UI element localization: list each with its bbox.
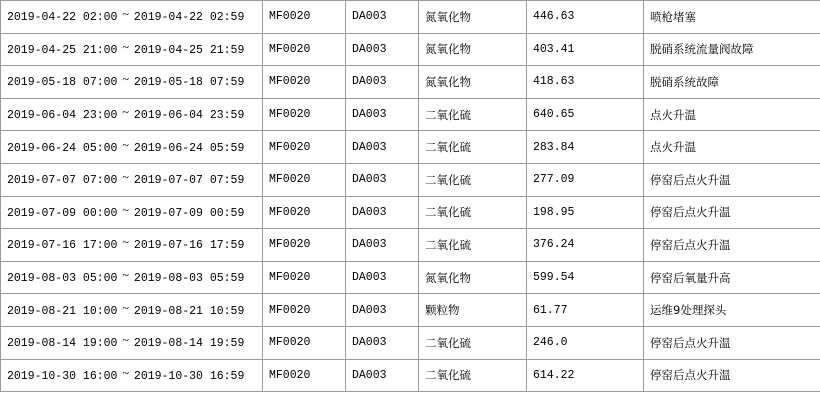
device-code-cell: DA003 — [346, 196, 419, 229]
device-code-cell: DA003 — [346, 1, 419, 34]
pollutant-cell: 氮氧化物 — [419, 66, 527, 99]
value-cell: 418.63 — [527, 66, 644, 99]
device-code-cell: DA003 — [346, 98, 419, 131]
range-end: 2019-07-07 07:59 — [133, 174, 245, 188]
time-range-cell — [1, 33, 263, 66]
station-code-cell: MF0020 — [263, 229, 346, 262]
reason-cell: 喷枪堵塞 — [644, 1, 820, 34]
time-range-cell — [1, 229, 263, 262]
device-code-cell: DA003 — [346, 163, 419, 196]
reason-cell: 停窑后氧量升高 — [644, 261, 820, 294]
device-code-cell: DA003 — [346, 229, 419, 262]
table-row — [1, 98, 820, 131]
station-code-cell: MF0020 — [263, 326, 346, 359]
pollutant-cell: 二氧化硫 — [419, 229, 527, 262]
value-cell: 640.65 — [527, 98, 644, 131]
pollutant-cell: 氮氧化物 — [419, 1, 527, 34]
table-row — [1, 294, 820, 327]
device-code-cell: DA003 — [346, 33, 419, 66]
range-start: 2019-04-25 21:00 — [7, 43, 118, 57]
pollutant-cell: 二氧化硫 — [419, 98, 527, 131]
range-separator: ~ — [122, 202, 129, 217]
device-code-cell: DA003 — [346, 131, 419, 164]
range-separator: ~ — [122, 7, 129, 22]
range-start: 2019-07-07 07:00 — [7, 174, 118, 188]
range-start: 2019-04-22 02:00 — [7, 11, 118, 25]
pollutant-cell: 二氧化硫 — [419, 326, 527, 359]
range-end: 2019-10-30 16:59 — [133, 369, 245, 383]
range-end: 2019-08-21 10:59 — [133, 304, 245, 318]
range-separator: ~ — [122, 137, 129, 152]
range-separator: ~ — [122, 235, 129, 250]
range-end: 2019-06-24 05:59 — [133, 141, 245, 155]
range-start: 2019-07-16 17:00 — [7, 239, 118, 253]
table-row — [1, 66, 820, 99]
range-start: 2019-10-30 16:00 — [7, 369, 118, 383]
value-cell: 61.77 — [527, 294, 644, 327]
table-row — [1, 196, 820, 229]
reason-cell: 停窑后点火升温 — [644, 359, 820, 392]
station-code-cell: MF0020 — [263, 196, 346, 229]
time-range-cell — [1, 131, 263, 164]
value-cell: 246.0 — [527, 326, 644, 359]
time-range-cell — [1, 66, 263, 99]
device-code-cell: DA003 — [346, 326, 419, 359]
station-code-cell: MF0020 — [263, 33, 346, 66]
range-start: 2019-08-14 19:00 — [7, 337, 118, 351]
reason-cell: 停窑后点火升温 — [644, 196, 820, 229]
range-end: 2019-08-14 19:59 — [133, 337, 245, 351]
range-start: 2019-06-04 23:00 — [7, 109, 118, 123]
time-range-cell — [1, 98, 263, 131]
range-end: 2019-08-03 05:59 — [133, 272, 245, 286]
time-range-cell — [1, 196, 263, 229]
table-row — [1, 1, 820, 34]
reason-cell: 点火升温 — [644, 131, 820, 164]
pollutant-cell: 氮氧化物 — [419, 261, 527, 294]
station-code-cell: MF0020 — [263, 163, 346, 196]
station-code-cell: MF0020 — [263, 131, 346, 164]
time-range-cell — [1, 359, 263, 392]
time-range-cell — [1, 261, 263, 294]
range-start: 2019-05-18 07:00 — [7, 76, 118, 90]
table-body — [1, 1, 820, 392]
reason-cell: 停窑后点火升温 — [644, 229, 820, 262]
value-cell: 599.54 — [527, 261, 644, 294]
pollutant-cell: 颗粒物 — [419, 294, 527, 327]
table-row — [1, 326, 820, 359]
range-start: 2019-08-03 05:00 — [7, 272, 118, 286]
table-row — [1, 131, 820, 164]
time-range-cell — [1, 294, 263, 327]
station-code-cell: MF0020 — [263, 359, 346, 392]
station-code-cell: MF0020 — [263, 98, 346, 131]
reason-cell: 运维9处理探头 — [644, 294, 820, 327]
value-cell: 446.63 — [527, 1, 644, 34]
range-separator: ~ — [122, 333, 129, 348]
range-start: 2019-07-09 00:00 — [7, 206, 118, 220]
range-separator: ~ — [122, 300, 129, 315]
reason-cell: 点火升温 — [644, 98, 820, 131]
value-cell: 283.84 — [527, 131, 644, 164]
range-separator: ~ — [122, 105, 129, 120]
device-code-cell: DA003 — [346, 66, 419, 99]
pollutant-cell: 氮氧化物 — [419, 33, 527, 66]
time-range-cell — [1, 1, 263, 34]
reason-cell: 停窑后点火升温 — [644, 326, 820, 359]
value-cell: 614.22 — [527, 359, 644, 392]
reason-cell: 脱硝系统流量阀故障 — [644, 33, 820, 66]
value-cell: 198.95 — [527, 196, 644, 229]
station-code-cell: MF0020 — [263, 261, 346, 294]
range-end: 2019-07-09 00:59 — [133, 206, 245, 220]
table-row — [1, 359, 820, 392]
time-range-cell — [1, 326, 263, 359]
value-cell: 403.41 — [527, 33, 644, 66]
pollutant-cell: 二氧化硫 — [419, 163, 527, 196]
reason-cell: 脱硝系统故障 — [644, 66, 820, 99]
range-end: 2019-05-18 07:59 — [133, 76, 245, 90]
table-row — [1, 261, 820, 294]
range-start: 2019-08-21 10:00 — [7, 304, 118, 318]
pollutant-cell: 二氧化硫 — [419, 359, 527, 392]
device-code-cell: DA003 — [346, 294, 419, 327]
value-cell: 277.09 — [527, 163, 644, 196]
range-separator: ~ — [122, 39, 129, 54]
device-code-cell: DA003 — [346, 261, 419, 294]
pollutant-cell: 二氧化硫 — [419, 131, 527, 164]
range-separator: ~ — [122, 365, 129, 380]
range-separator: ~ — [122, 72, 129, 87]
time-range-cell — [1, 163, 263, 196]
range-separator: ~ — [122, 170, 129, 185]
range-separator: ~ — [122, 268, 129, 283]
table-row — [1, 229, 820, 262]
range-start: 2019-06-24 05:00 — [7, 141, 118, 155]
reason-cell: 停窑后点火升温 — [644, 163, 820, 196]
range-end: 2019-04-25 21:59 — [133, 43, 245, 57]
station-code-cell: MF0020 — [263, 1, 346, 34]
device-code-cell: DA003 — [346, 359, 419, 392]
table-row — [1, 163, 820, 196]
range-end: 2019-04-22 02:59 — [133, 11, 245, 25]
pollutant-cell: 二氧化硫 — [419, 196, 527, 229]
value-cell: 376.24 — [527, 229, 644, 262]
range-end: 2019-06-04 23:59 — [133, 109, 245, 123]
station-code-cell: MF0020 — [263, 66, 346, 99]
station-code-cell: MF0020 — [263, 294, 346, 327]
range-end: 2019-07-16 17:59 — [133, 239, 245, 253]
table-row — [1, 33, 820, 66]
